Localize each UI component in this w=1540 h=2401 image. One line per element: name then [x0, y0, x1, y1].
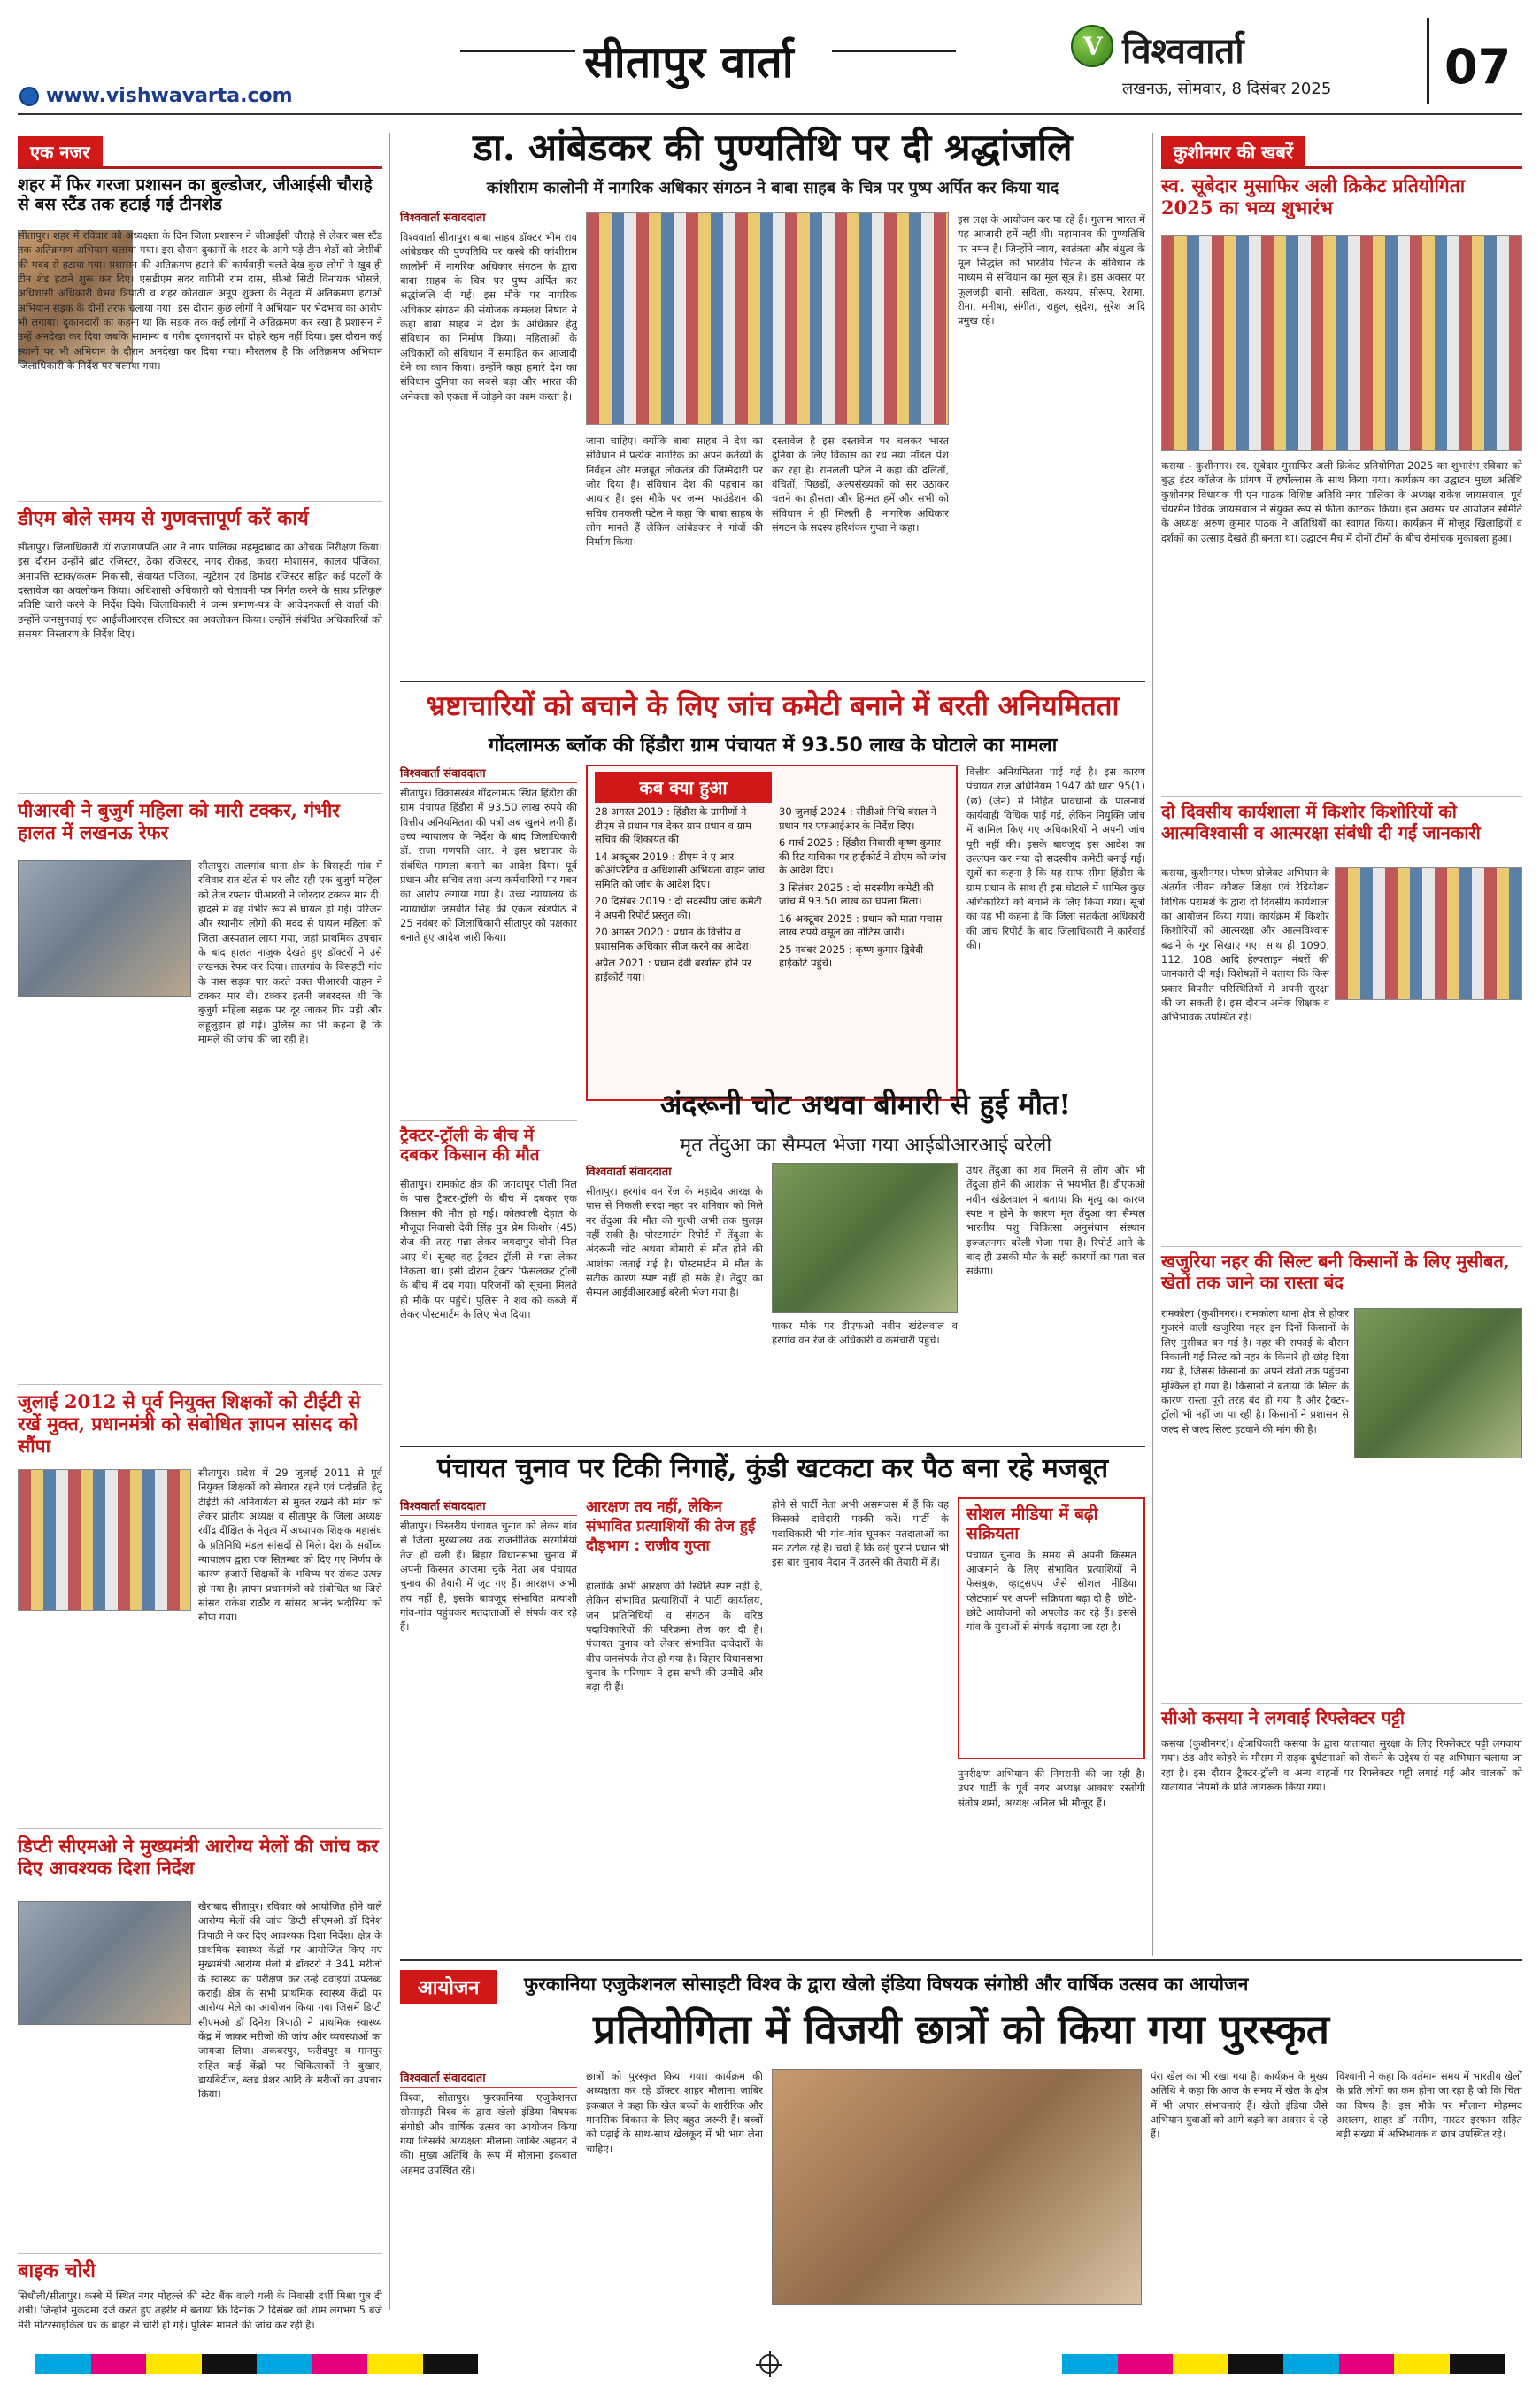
reflector-body: कसया (कुशीनगर)। क्षेत्राधिकारी कसया के द्वारा यातायात सुरक्षा के लिए रिफ्लेक्टर पट्टी लगवाया गया। ठंड और कोहरे के मौसम में सड़क दुर्घटनाओं को रोकने के उद्देश्य से यह अभियान चलाया जा रहा है। इस दौरान ट्रैक्टर-ट्रॉली व अन्य वाहनों पर रिफ्लेक्टर पट्टी लगाई गई और चालकों को यातायात नियमों के प्रति जागरूक किया गया।: [1161, 1737, 1522, 1793]
divider: [1161, 796, 1522, 797]
story-bike-theft-headline: बाइक चोरी: [18, 2259, 96, 2282]
timeline-entry: 3 सितंबर 2025 : दो सदस्यीय कमेटी की जांच में 93.50 लाख का घपला मिला।: [779, 881, 934, 908]
ambedkar-byline: विश्ववार्ता संवाददाता: [400, 209, 577, 227]
workshop-headline: दो दिवसीय कार्यशाला में किशोर किशोरियों को आत्मविश्वासी व आत्मरक्षा संबंधी दी गईं जानकारी: [1161, 801, 1481, 843]
ambedkar-headline: डा. आंबेडकर की पुण्यतिथि पर दी श्रद्धांजलि: [473, 126, 1073, 169]
cricket-body: कसया - कुशीनगर। स्व. सूबेदार मुसाफिर अली क्रिकेट प्रतियोगिता 2025 का शुभारंभ रविवार को बुद्ध इंटर कॉलेज के प्रांगण में हर्षोल्लास के साथ किया गया। कार्यक्रम का उद्घाटन मुख्य अतिथि कुशीनगर विधायक पी एन पाठक विशिष्ट अतिथि नगर पालिका के अध्यक्ष राकेश जायसवाल, पूर्व चेयरमैन विवेक जायसवाल ने संयुक्त रूप से फीता काटकर किया। इस अवसर पर आयोजन समिति के अध्यक्ष अरुण कुमार पाठक ने अतिथियों का स्वागत किया। कार्यक्रम में मौजूद खिलाड़ियों व दर्शकों का उत्साह देखते ही बनता था। उद्घाटन मैच में दोनों टीमों के बीच रोमांचक मुकाबला हुआ।: [1161, 459, 1522, 544]
website-url[interactable]: www.vishwavarta.com: [46, 85, 293, 107]
ambedkar-body-col3: दस्तावेज है इस दस्तावेज पर चलकर भारत दुनिया के लिए विकास का रथ नया मॉडल पेश कर रहा है। रामलली पटेल ने कहा की दलितों, वंचितों, पिछड़ों, अल्पसंख्यकों को सर उठाकर चलने का हौसला और हिम्मत हमें और सभी को संविधान ने ही मिलती है। नागरिक अधिकार संगठन के सदस्य हरिशंकर गुप्ता ने कहा।: [772, 435, 949, 534]
page-number: 07: [1444, 39, 1512, 95]
story-bulldozer-body: सीतापुर। शहर में रविवार को अध्यक्षता के दिन जिला प्रशासन ने जीआईसी चौराहे से लेकर बस स्टैंड तक अतिक्रमण अभियान चलाया गया। इस दौरान दुकानों के शटर के आगे पड़े टीन शेडों को जेसीबी की मदद से हटाया गया। प्रशासन की अतिक्रमण हटाने की कार्यवाही चलते देख कुछ लोगों ने खुद ही टीन शेड हटाने शुरू कर दिए। एसडीएम सदर वागिनी राम दास, सीओ सिटी विनायक भोसले, अधिशासी अधिकारी वैभव त्रिपाठी व शहर कोतवाल अनूप शुक्ला के नेतृत्व में अतिक्रमण हटाओ अभियान सड़क के दोनों तरफ चलाया गया। इस दौरान कुछ लोगों ने अभियान पर भेदभाव का आरोप भी लगाया। दुकानदारों का कहना था कि सड़क तक कई लोगों ने अतिक्रमण कर रखा है प्रशासन ने उन्हें अनदेखा कर दिया जबकि सामान्य व गरीब दुकानदारों पर दोहरे रहम नहीं दिया। इस दौरान कई स्थानों पर भी अभियान के दौरान अनदेखा कर दिया गया। मौरतलब है कि अतिक्रमण अभियान जिलाधिकारी के निर्देश पर चलाया गया।: [18, 229, 382, 372]
divider: [1161, 1703, 1522, 1704]
injured-woman-photo: [18, 860, 191, 997]
divider: [400, 1959, 1522, 1961]
leopard-photo: [772, 1163, 958, 1313]
cricket-photo: [1161, 235, 1522, 451]
award-body-col2: छात्रों को पुरस्कृत किया गया। कार्यक्रम की अध्यक्षता कर रहे डॉक्टर शाहर मौलाना जाबिर इकबाल ने कहा कि खेल बच्चों के शारीरिक और मानसिक विकास के लिए बहुत जरूरी हैं। बच्चों को पढ़ाई के साथ-साथ खेलकूद में भी भाग लेना चाहिए।: [586, 2070, 763, 2155]
divider: [18, 501, 382, 502]
corruption-headline: भ्रष्टाचारियों को बचाने के लिए जांच कमेटी बनाने में बरती अनियमितता: [426, 690, 1120, 722]
panchayat-headline: पंचायत चुनाव पर टिकी निगाहें, कुंडी खटकटा कर पैठ बना रहे मजबूत: [436, 1453, 1109, 1484]
ambedkar-body-col1: विश्ववार्ता सीतापुर। बाबा साहब डॉक्टर भीम राव आंबेडकर की पुण्यतिथि पर कस्बे की कांशीराम कालोनी में नागरिक अधिकार संगठन के द्वारा बाबा साहब के चित्र पर पुष्प अर्पित कर श्रद्धांजलि दी गई। इस मौके पर नागरिक अधिकार संगठन की संयोजक कमलश निषाद ने कहा बाबा साहब ने देश के अधिकार हेतु संविधान का निर्माण किया। महिलाओं के अधिकारों को संविधान में समाहित कर आजादी देने का काम किया। उन्होंने कहा हमारे देश का संविधान दुनिया का सबसे बड़ा और भारत की अनेकता को एकता में जोड़ने का काम करता है।: [400, 231, 577, 403]
health-fair-photo: [18, 1901, 191, 2025]
divider: [18, 793, 382, 794]
workshop-body: कसया, कुशीनगर। पोषण प्रोजेक्ट अभियान के अंतर्गत जीवन कौशल शिक्षा एवं रेडियोशन विधिक परामर्श के द्वारा दो दिवसीय कार्यशाला का आयोजन किया गया। कार्यक्रम में किशोर किशोरियों को आत्मरक्षा और आत्मविश्वास बढ़ाने के गुर सिखाए गए। साथ ही 1090, 112, 108 आदि हेल्पलाइन नंबरों की जानकारी दी गई। विशेषज्ञों ने बताया कि किस प्रकार विपरीत परिस्थितियों में अपनी सुरक्षा की जा सकती है। इस दौरान अनेक शिक्षक व अभिभावक उपस्थित रहे।: [1161, 866, 1329, 1024]
print-registration-strip: [0, 2336, 1540, 2389]
award-story: [400, 1965, 1522, 2319]
leopard-story: [586, 1089, 1145, 1443]
section-tag-aayojan: आयोजन: [400, 1970, 497, 2004]
story-bulldozer-headline: शहर में फिर गरजा प्रशासन का बुल्डोजर, जीआईसी चौराहे से बस स्टैंड तक हटाई गई टीनशेड: [18, 175, 373, 215]
workshop-photo: [1335, 867, 1522, 1000]
corruption-byline: विश्ववार्ता संवाददाता: [400, 765, 577, 783]
masthead: [0, 0, 1540, 117]
ambedkar-body-col2: जाना चाहिए। क्योंकि बाबा साहब ने देश का संविधान में प्रत्येक नागरिक को अपने कर्तव्यों के निर्वहन और मजबूत लोकतंत्र की जिम्मेदारी पर जोर दिया है। संविधान देश की पहचान का आधार है। इस मौके पर जन्मा फाउंडेशन की सचिव रामकली पटेल ने कहा कि बाबा साहब के लोग मानते हैं लेकिन आंबेडकर ने गांवों की निर्माण किया।: [586, 435, 763, 549]
section-tag-kushinagar: कुशीनगर की खबरें: [1161, 136, 1305, 167]
timeline-entry: 20 अगस्त 2020 : प्रधान के वित्तीय व प्रशासनिक अधिकार सीज करने का आदेश।: [595, 926, 752, 952]
section-tag-ek-nazar: एक नजर: [18, 136, 103, 167]
award-body-col4: विश्वानी ने कहा कि वर्तमान समय में भारतीय खेलों के प्रति लोगों का कम होना जा रहा है जो कि चिंता का विषय है। इस मौके पर मौलाना मोहम्मद असलम, शाहर डॉ नसीम, मास्टर इरफान सहित बड़ी संख्या में अभिभावक व छात्र उपस्थित रहे।: [1336, 2070, 1522, 2141]
award-headline: प्रतियोगिता में विजयी छात्रों को किया गया पुरस्कृत: [592, 2005, 1330, 2053]
story-dm-headline: डीएम बोले समय से गुणवत्तापूर्ण करें कार्य: [18, 507, 309, 530]
timeline-entry: 25 नवंबर 2025 : कृष्ण कुमार द्विवेदी हाईकोर्ट पहुंचे।: [779, 943, 924, 970]
panchayat-body-col4: पुनरीक्षण अभियान की निगरानी की जा रही है। उधर पार्टी के पूर्व नगर अध्यक्ष आकाश रस्तोगी संतोष शर्मा, अध्यक्ष अनिल भी मौजूद हैं।: [958, 1767, 1145, 1809]
timeline-box: [586, 765, 958, 1101]
column-rule-right: [1152, 133, 1153, 1956]
corruption-body-col1: सीतापुर। विकासखंड गोंदलामऊ स्थित हिंडौरा की ग्राम पंचायत हिंडौरा में 93.50 लाख रुपये की वित्तीय अनियमितता की पत्रों अब खुलने लगी हैं। उच्च न्यायालय के निर्देश के बाद जिलाधिकारी डॉ. राजा गणपति आर. ने इस भ्रष्टाचार के संबंधित मामला बनाने का आदेश दिया। पूर्व प्रधान और सचिव तथा अन्य कर्मचारियों पर गबन का आरोप लगाया गया है। उच्च न्यायालय के न्यायाधीश जसवीत सिंह की एकल खंडपीठ ने 25 नवंबर को जिलाधिकारी सीतापुर को पक्षकार बनाते हुए आदेश जारी किया।: [400, 787, 577, 944]
divider: [400, 681, 1145, 682]
story-tet-headline: जुलाई 2012 से पूर्व नियुक्त शिक्षकों को टीईटी से रखें मुक्त, प्रधानमंत्री को संबोधित ज्ञापन सांसद को सौंपा: [18, 1390, 361, 1457]
corruption-body-col3: वित्तीय अनियमितता पाई गई है। इस कारण पंचायत राज अधिनियम 1947 की धारा 95(1)(छ) (जेन) में निहित प्रावधानों के पालनार्थ कार्यवाही विधिक पाई गई, लेकिन नियुक्ति जांच में शामिल किए गए अधिकारियों ने अपनी जांच पूरी नहीं की। इसके बावजूद इस आदेश का उल्लंघन कर नया दो सदस्यीय कमेटी बनाई गई। सूत्रों का कहना है कि यह साफ सीमा हिंडौरा के ग्राम प्रधान के साथ ही इस घोटाले में शामिल कुछ अधिकारियों को बचाने के लिए किया गया। सूत्रों का यह भी कहना है कि जिला सतर्कता अधिकारी की जांच रिपोर्ट के बाद जिलाधिकारी ने कार्रवाई की।: [966, 766, 1145, 951]
story-tet-body: सीतापुर। प्रदेश में 29 जुलाई 2011 से पूर्व नियुक्त शिक्षकों को सेवारत रहने एवं पदोन्नति हेतु टीईटी की अनिवार्यता से मुक्त रखने की मांग को लेकर प्रांतीय अध्यक्ष व सीतापुर के जिला अध्यक्ष रवींद्र दीक्षित के नेतृत्व में अध्यापक शिक्षक महासंघ के प्रतिनिधि मंडल सांसदों से मिले। देश के सर्वोच्च न्यायालय द्वारा एक सितम्बर को दिए गए निर्णय के कारण हजारों शिक्षकों के भविष्य पर संकट उत्पन्न हो गया है। ज्ञापन प्रधानमंत्री को संबोधित था जिसे सांसद राकेश राठौर व सांसद आनंद भदौरिया को सौंपा गया।: [198, 1466, 382, 1624]
timeline-entry: 16 अक्टूबर 2025 : प्रधान को माता पचास लाख रुपये वसूल का नोटिस जारी।: [779, 912, 943, 939]
ambedkar-body-col4: इस लक्ष के आयोजन कर पा रहे हैं। गुलाम भारत में यह आजादी हमें नहीं थी। महामानव की पुण्यतिथि पर नमन है। जिन्होंने न्याय, स्वतंत्रता और बंधुत्व के मूल सिद्धांत को भारतीय चिंतन के संविधान के माध्यम से संविधान का मूल सूत्र है। इस अवसर पर फूलजड़ी बानो, सविता, कश्यप, सोरूप, रेशमा, रीना, मनीषा, संगीता, राहुल, सुदेश, सुरेश आदि प्रमुख रहे।: [958, 213, 1145, 327]
award-photo: [772, 2069, 1142, 2305]
masthead-bottom-rule: [18, 113, 1522, 115]
timeline-list: [595, 805, 952, 1097]
social-media-box: [958, 1497, 1145, 1759]
leopard-caption: पाकर मौके पर डीएफओ नवीन खंडेलवाल व हरगांव वन रेंज के अधिकारी व कर्मचारी पहुंचे।: [772, 1320, 958, 1347]
leopard-body-col3: उधर तेंदुआ का शव मिलने से लोग और भी तेंदुआ होने की आशंका से भयभीत हैं। डीएफओ नवीन खंडेलवाल ने बताया कि मृत्यु का कारण स्पष्ट न होने के कारण मृत तेंदुआ का सैम्पल भारतीय पशु चिकित्सा अनुसंधान संस्थान इज्जतनगर बरेली भेजा गया है। रिपोर्ट आने के बाद ही उसकी मौत के सही कारणों का पता चल सकेगा।: [966, 1164, 1145, 1278]
award-kicker: फुरकानिया एजुकेशनल सोसाइटी विश्व के द्वारा खेलो इंडिया विषयक संगोष्ठी और वार्षिक उत्सव का आयोजन: [524, 1974, 1249, 1995]
vishwavarta-logo-icon: V: [1071, 25, 1113, 67]
dateline: लखनऊ, सोमवार, 8 दिसंबर 2025: [1122, 80, 1332, 98]
award-body-col1: विश्वा, सीतापुर। फुरकानिया एजुकेशनल सोसाइटी विश्व के द्वारा खेलो इंडिया विषयक संगोष्ठी और वार्षिक उत्सव का आयोजन किया गया जिसकी अध्यक्षता मौलाना जाबिर अहमद ने की। मुख्य अतिथि के रूप में मौलाना इकबाल अहमद उपस्थित रहे।: [400, 2091, 577, 2176]
timeline-entry: 20 दिसंबर 2019 : दो सदस्यीय जांच कमेटी ने अपनी रिपोर्ट प्रस्तुत की।: [595, 895, 762, 921]
reflector-headline: सीओ कसया ने लगवाई रिफ्लेक्टर पट्टी: [1161, 1707, 1405, 1728]
story-cmo-body: खैराबाद सीतापुर। रविवार को आयोजित होने वाले आरोग्य मेलों की जांच डिप्टी सीएमओ डॉ दिनेश त्रिपाठी ने कर दिए आवश्यक दिशा निर्देश। क्षेत्र के प्राथमिक स्वास्थ्य केंद्रों पर आयोजित किए गए मुख्यमंत्री आरोग्य मेलों में डॉक्टरों ने 341 मरीजों के स्वास्थ्य का परीक्षण कर उन्हें दवाइयां उपलब्ध कराईं। क्षेत्र के सभी प्राथमिक स्वास्थ्य केंद्रों पर आरोग्य मेले का आयोजन किया गया जिसमें डिप्टी सीएमओ डॉ दिनेश त्रिपाठी ने प्राथमिक स्वास्थ्य केंद्र में जाकर मरीजों की जांच और व्यवस्थाओं का जायजा लिया। अकबरपुर, फरीदपुर व मानपुर सहित कई केंद्रों पर चिकित्सकों ने बुखार, डायबिटीज, ब्लड प्रेशर आदि के मरीजों का उपचार किया।: [198, 1900, 382, 2101]
timeline-entry: 14 अक्टूबर 2019 : डीएम ने ए आर कोऑपरेटिव व अधिशासी अभियंता वाहन जांच समिति को जांच के आदेश दिए।: [595, 850, 765, 890]
tractor-headline: ट्रैक्टर-ट्रॉली के बीच में दबकर किसान की मौत: [400, 1126, 540, 1166]
color-bar-right: [1062, 2354, 1505, 2374]
teachers-memorandum-photo: [18, 1469, 191, 1611]
tag-underline: [1161, 166, 1522, 169]
column-rule-left: [389, 133, 390, 2310]
panchayat-byline: विश्ववार्ता संवाददाता: [400, 1497, 577, 1516]
timeline-entry: अप्रैल 2021 : प्रधान देवी बर्खास्त होने पर हाईकोर्ट गया।: [595, 957, 751, 983]
right-column: [1161, 124, 1522, 1956]
left-column: [18, 124, 382, 2331]
story-dm-body: सीतापुर। जिलाधिकारी डॉ राजागणपति आर ने नगर पालिका महमूदाबाद का औचक निरीक्षण किया। इस दौरान उन्होंने ब्रांट रजिस्टर, ठेका रजिस्टर, नगद रोकड़, कचरा मोशासन, कालव पंजिका, अनापत्ति स्टाक/कलम निकासी, सेवायत पंजिका, म्यूटेशन एवं डिमांड रजिस्टर सहित कई पटलों के दस्तावेज का अवलोकन किया। अधिशासी अधिकारी को चेतावनी पत्र निर्गत करने के साथ प्रतिकूल प्रविष्टि जारी करने के निर्देश दिये। जिलाधिकारी ने जन्म प्रमाण-पत्र के आवेदनकर्ता से वार्ता की। उन्होंने जनसुनवाई एवं आईजीआरएस रजिस्टर का अवलोकन किया। उन्होंने संबंधित अधिकारियों को ससमय निस्तारण के निर्देश दिए।: [18, 541, 382, 640]
award-body-col3: पंरा खेल का भी रखा गया है। कार्यक्रम के मुख्य अतिथि ने कहा कि आज के समय में खेल के क्षेत्र में भी अपार संभावनाएं हैं। खेलो इंडिया जैसे अभियान युवाओं को आगे बढ़ने का अवसर दे रहे हैं।: [1151, 2070, 1328, 2141]
leopard-headline: अंदरूनी चोट अथवा बीमारी से हुई मौत!: [659, 1088, 1072, 1121]
leopard-byline: विश्ववार्ता संवाददाता: [586, 1163, 763, 1181]
divider: [18, 1384, 382, 1385]
registration-mark-icon: [759, 2354, 779, 2374]
story-bike-theft-body: सिधौली/सीतापुर। कस्बे में स्थित नगर मोहल्ले की स्टेट बैंक वाली गली के निवासी दर्शी मिश्रा पुत्र दी शन्नी। जिन्होंने मुकदमा दर्ज करते हुए तहरीर में बताया कि दिनांक 2 दिसंबर को शाम लगभग 5 बजे मेरी मोटरसाइकिल घर के बाहर से चोरी हो गई। पुलिस मामले की जांच कर रही है।: [18, 2289, 382, 2331]
panchayat-pull-quote: आरक्षण तय नहीं, लेकिन संभावित प्रत्याशियों की तेज हुई दौड़भाग : राजीव गुप्ता: [586, 1498, 756, 1556]
globe-icon: [19, 87, 39, 106]
award-byline: विश्ववार्ता संवाददाता: [400, 2069, 577, 2088]
section-title: सीतापुर वार्ता: [584, 35, 794, 88]
divider: [18, 1828, 382, 1829]
story-prv-body: सीतापुर। तालगांव थाना क्षेत्र के बिसहटी गांव में रविवार रात खेत से घर लौट रही एक बुजुर्ग महिला को तेज रफ्तार पीआरवी ने जोरदार टक्कर मार दी। हादसे में वह गंभीर रूप से घायल हो गई। परिजन और स्थानीय लोगों की मदद से घायल महिला को जिला अस्पताल लाया गया, जहां प्राथमिक उपचार के बाद हालत नाजुक देखते हुए डॉक्टरों ने उसे लखनऊ रेफर कर दिया। तालगांव के बिसहटी गांव के पास सड़क पार करते वक्त पीआरवी वाहन ने टक्कर मार दी। टक्कर इतनी जबरदस्त थी कि बुजुर्ग महिला सड़क पर दूर जाकर गिर पड़ी और लहूलुहान हो गई। पुलिस का भी कहना है कि मामले की जांच की जा रही है।: [198, 859, 382, 1045]
divider: [400, 1446, 1145, 1447]
panchayat-body-col1: सीतापुर। त्रिस्तरीय पंचायत चुनाव को लेकर गांव से जिला मुख्यालय तक राजनीतिक सरगर्मियां तेज हो चली हैं। बिहार विधानसभा चुनाव में अपनी किस्मत आजमा चुके नेता अब पंचायत चुनाव की तैयारी में जुट गए हैं। आरक्षण अभी तय नहीं है, इसके बावजूद संभावित प्रत्याशी गांव-गांव पहुंचकर मतदाताओं से संपर्क कर रहे हैं।: [400, 1520, 577, 1634]
tag-underline: [18, 166, 382, 169]
canal-headline: खजुरिया नहर की सिल्ट बनी किसानों के लिए मुसीबत, खेतों तक जाने का रास्ता बंद: [1161, 1251, 1510, 1293]
panchayat-body-col2: हालांकि अभी आरक्षण की स्थिति स्पष्ट नहीं है, लेकिन संभावित प्रत्याशियों ने पार्टी कार्यालय, जन प्रतिनिधियों व संगठन के वरिष्ठ पदाधिकारियों की परिक्रमा तेज कर दी है। पंचायत चुनाव को लेकर संभावित दावेदारों के बीच जनसंपर्क तेज हो गया है। बिहार विधानसभा चुनाव के परिणाम ने इस सभी की उम्मीदें और बढ़ा दी हैं।: [586, 1580, 763, 1694]
panchayat-body-col3: होने से पार्टी नेता अभी असमंजस में हैं कि वह किसको दावेदारी पक्की करें। पार्टी के पदाधिकारी भी गांव-गांव घूमकर मतदाताओं का मन टटोल रहे हैं। चर्चा है कि कई पुराने प्रधान भी इस बार चुनाव मैदान में उतरने की तैयारी में हैं।: [772, 1498, 949, 1569]
masthead-top-rule: [460, 50, 575, 52]
cricket-headline: स्व. सूबेदार मुसाफिर अली क्रिकेट प्रतियोगिता 2025 का भव्य शुभारंभ: [1161, 174, 1466, 219]
timeline-title: कब क्या हुआ: [595, 772, 772, 803]
story-prv-headline: पीआरवी ने बुजुर्ग महिला को मारी टक्कर, गंभीर हालत में लखनऊ रेफर: [18, 799, 340, 843]
panchayat-story: [400, 1451, 1145, 1956]
social-media-headline: सोशल मीडिया में बढ़ी सक्रियता: [966, 1504, 1098, 1544]
ambedkar-tribute-photo: [586, 212, 949, 425]
color-bar-left: [35, 2354, 478, 2374]
canal-photo: [1354, 1308, 1522, 1458]
divider: [18, 2253, 382, 2254]
divider: [1161, 1246, 1522, 1247]
leopard-subhead: मृत तेंदुआ का सैम्पल भेजा गया आईबीआरआई बरेली: [679, 1135, 1052, 1157]
ambedkar-subhead: कांशीराम कालोनी में नागरिक अधिकार संगठन ने बाबा साहब के चित्र पर पुष्प अर्पित कर किया याद: [486, 179, 1059, 197]
corruption-subhead: गोंदलामऊ ब्लॉक की हिंडौरा ग्राम पंचायत में 93.50 लाख के घोटाले का मामला: [488, 735, 1058, 757]
timeline-entry: 6 मार्च 2025 : हिंडौरा निवासी कृष्ण कुमार की रिट याचिका पर हाईकोर्ट ने डीएम को जांच के आदेश दिए।: [779, 836, 947, 877]
ambedkar-story: [400, 124, 1145, 673]
page-number-divider: [1427, 18, 1429, 104]
leopard-body-col1: सीतापुर। हरगांव वन रेंज के महादेव आरक्ष के पास से निकली सरदा नहर पर शनिवार को मिले नर तेंदुआ की मौत की गुत्थी अभी तक सुलझ नहीं सकी है। पोस्टमार्टम रिपोर्ट में तेंदुआ के अंदरूनी चोट अथवा बीमारी से मौत होने की आशंका जताई गई है। पोस्टमार्टम में मौत के सटीक कारण स्पष्ट नहीं हो सके हैं। तेंदुए का सैम्पल आईवीआरआई बरेली भेजा गया है।: [586, 1185, 763, 1299]
divider: [400, 1120, 577, 1121]
tractor-body: सीतापुर। रामकोट क्षेत्र की जगदापुर पीली मिल के पास ट्रैक्टर-ट्रॉली के बीच में दबकर एक किसान की मौत हो गई। कोतवाली देहात के मौजूदा निवासी देवी सिंह पुत्र प्रेम किशोर (45) रोज की तरह गन्ना लेकर जगदापुर चीनी मिल आए थे। सुबह वह ट्रैक्टर ट्रॉली से गन्ना लेकर निकला था। इसी दौरान ट्रैक्टर फिसलकर ट्रॉली के बीच में दब गया। परिजनों को सूचना मिलते ही मौके पर पहुंचे। पुलिस ने शव को कब्जे में लेकर पोस्टमार्टम के लिए भेज दिया।: [400, 1178, 577, 1320]
brand-name: विश्ववार्ता: [1122, 30, 1244, 72]
timeline-entry: 30 जुलाई 2024 : सीडीओ निधि बंसल ने प्रधान पर एफआईआर के निर्देश दिए।: [779, 805, 936, 832]
social-media-body: पंचायत चुनाव के समय से अपनी किस्मत आजमाने के लिए संभावित प्रत्याशियों ने फेसबुक, व्हाट्सएप जैसे सोशल मीडिया प्लेटफार्म पर अपनी सक्रियता बढ़ा दी है। छोटे-छोटे आयोजनों को अपलोड कर रहे हैं। इससे गांव के युवाओं से संपर्क बढ़ाया जा रहा है।: [966, 1548, 1136, 1634]
timeline-entry: 28 अगस्त 2019 : हिंडौरा के ग्रामीणों ने डीएम से प्रधान पत्र देकर ग्राम प्रधान व ग्राम सचिव की शिकायत की।: [595, 805, 751, 846]
canal-body: रामकोला (कुशीनगर)। रामकोला थाना क्षेत्र से होकर गुजरने वाली खजुरिया नहर इन दिनों किसानों के लिए मुसीबत बन गई है। नहर की सफाई के दौरान निकाली गई सिल्ट को नहर के किनारे ही छोड़ दिया गया है, जिससे किसानों का अपने खेतों तक पहुंचना मुश्किल हो गया है। किसानों ने बताया कि सिल्ट के कारण रास्ता पूरी तरह बंद हो गया है और ट्रैक्टर-ट्रॉली भी नहीं जा पा रही है। किसानों ने प्रशासन से जल्द से जल्द सिल्ट हटवाने की मांग की है।: [1161, 1307, 1349, 1435]
story-cmo-headline: डिप्टी सीएमओ ने मुख्यमंत्री आरोग्य मेलों की जांच कर दिए आवश्यक दिशा निर्देश: [18, 1835, 379, 1879]
masthead-top-rule-right: [832, 50, 956, 52]
